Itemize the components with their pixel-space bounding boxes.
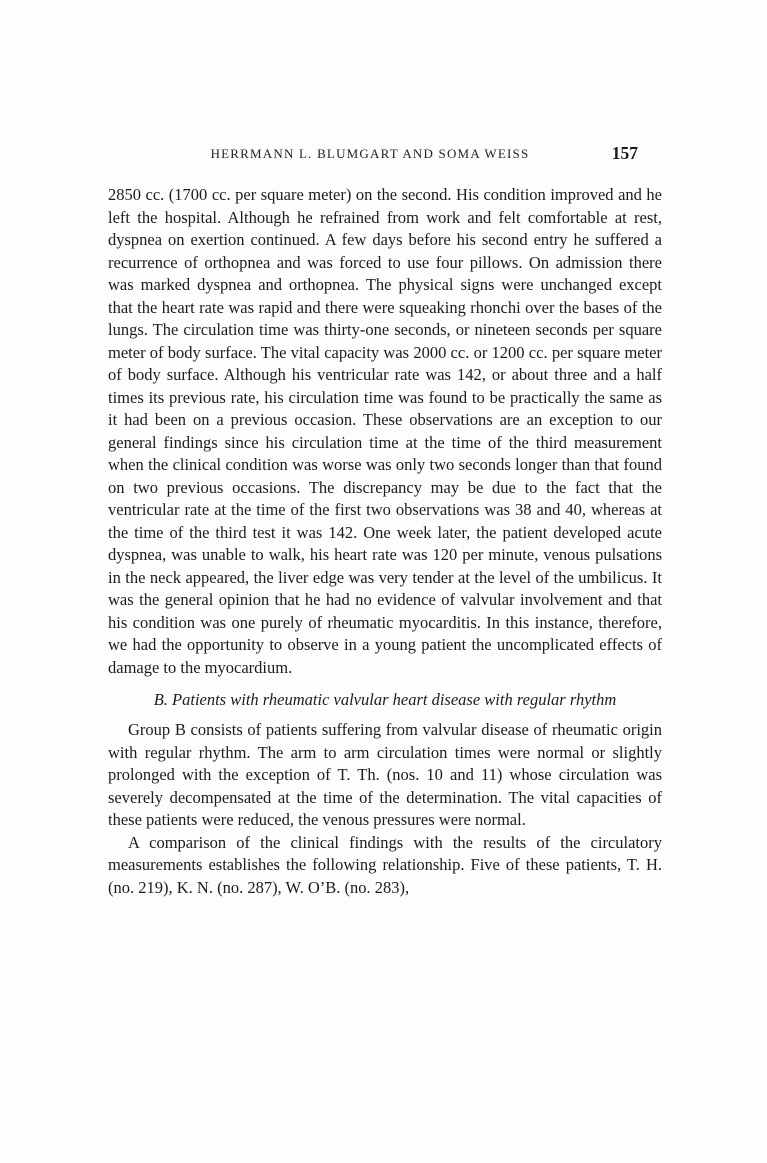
paragraph-comparison: A comparison of the clinical findings with the results of the circulatory measurements establishes the following relationship. Five of these patients, T. H. (no. 219), K. N. (no. 287), W. O’B. (no. 283), <box>108 832 662 897</box>
running-head-title: HERRMANN L. BLUMGART AND SOMA WEISS <box>210 146 530 161</box>
page <box>108 143 662 899</box>
paragraph-group-b-intro: Group B consists of patients suffering from valvular disease of rheumatic origin with regular rhythm. The arm to arm circulation times were normal or slightly prolonged with the exception of T. Th. (nos. 10 and 11) whose circulation was severely decompensated at the time of the determination. The vital capacities of these patients were reduced, the venous pressures were normal. <box>108 720 662 829</box>
section-heading: B. Patients with rheumatic valvular heart disease with regular rhythm <box>153 690 617 709</box>
paragraph-continuation: 2850 cc. (1700 cc. per square meter) on the second. His condition improved and he left the hospital. Although he refrained from work and felt comfortable at rest, dyspnea on exertion continued. A few days before his second entry he suffered a recurrence of orthopnea and was forced to use four pillows. On admission there was marked dyspnea and orthopnea. The physical signs were unchanged except that the heart rate was rapid and there were squeaking rhonchi over the bases of the lungs. The circulation time was thirty-one seconds, or nineteen seconds per square meter of body surface. The vital capacity was 2000 cc. or 1200 cc. per square meter of body surface. Although his ventricular rate was 142, or about three and a half times its previous rate, his circulation time was found to be practically the same as it had been on a previous occasion. These observations are an exception to our general findings since his circulation time at the time of the third measurement when the clinical condition was worse was only two seconds longer than that found on two previous occasions. The discrepancy may be due to the fact that the ventricular rate at the time of the first two observations was 38 and 40, whereas at the time of the third test it was 142. One week later, the patient developed acute dyspnea, was unable to walk, his heart rate was 120 per minute, venous pulsations in the neck appeared, the liver edge was very tender at the level of the umbilicus. It was the general opinion that he had no evidence of valvular involvement and that his condition was one purely of rheumatic myocarditis. In this instance, therefore, we had the opportunity to observe in a young patient the uncomplicated effects of damage to the myocardium. <box>108 185 662 677</box>
running-head <box>108 143 662 168</box>
page-number: 157 <box>611 143 638 163</box>
body-text <box>108 184 662 899</box>
